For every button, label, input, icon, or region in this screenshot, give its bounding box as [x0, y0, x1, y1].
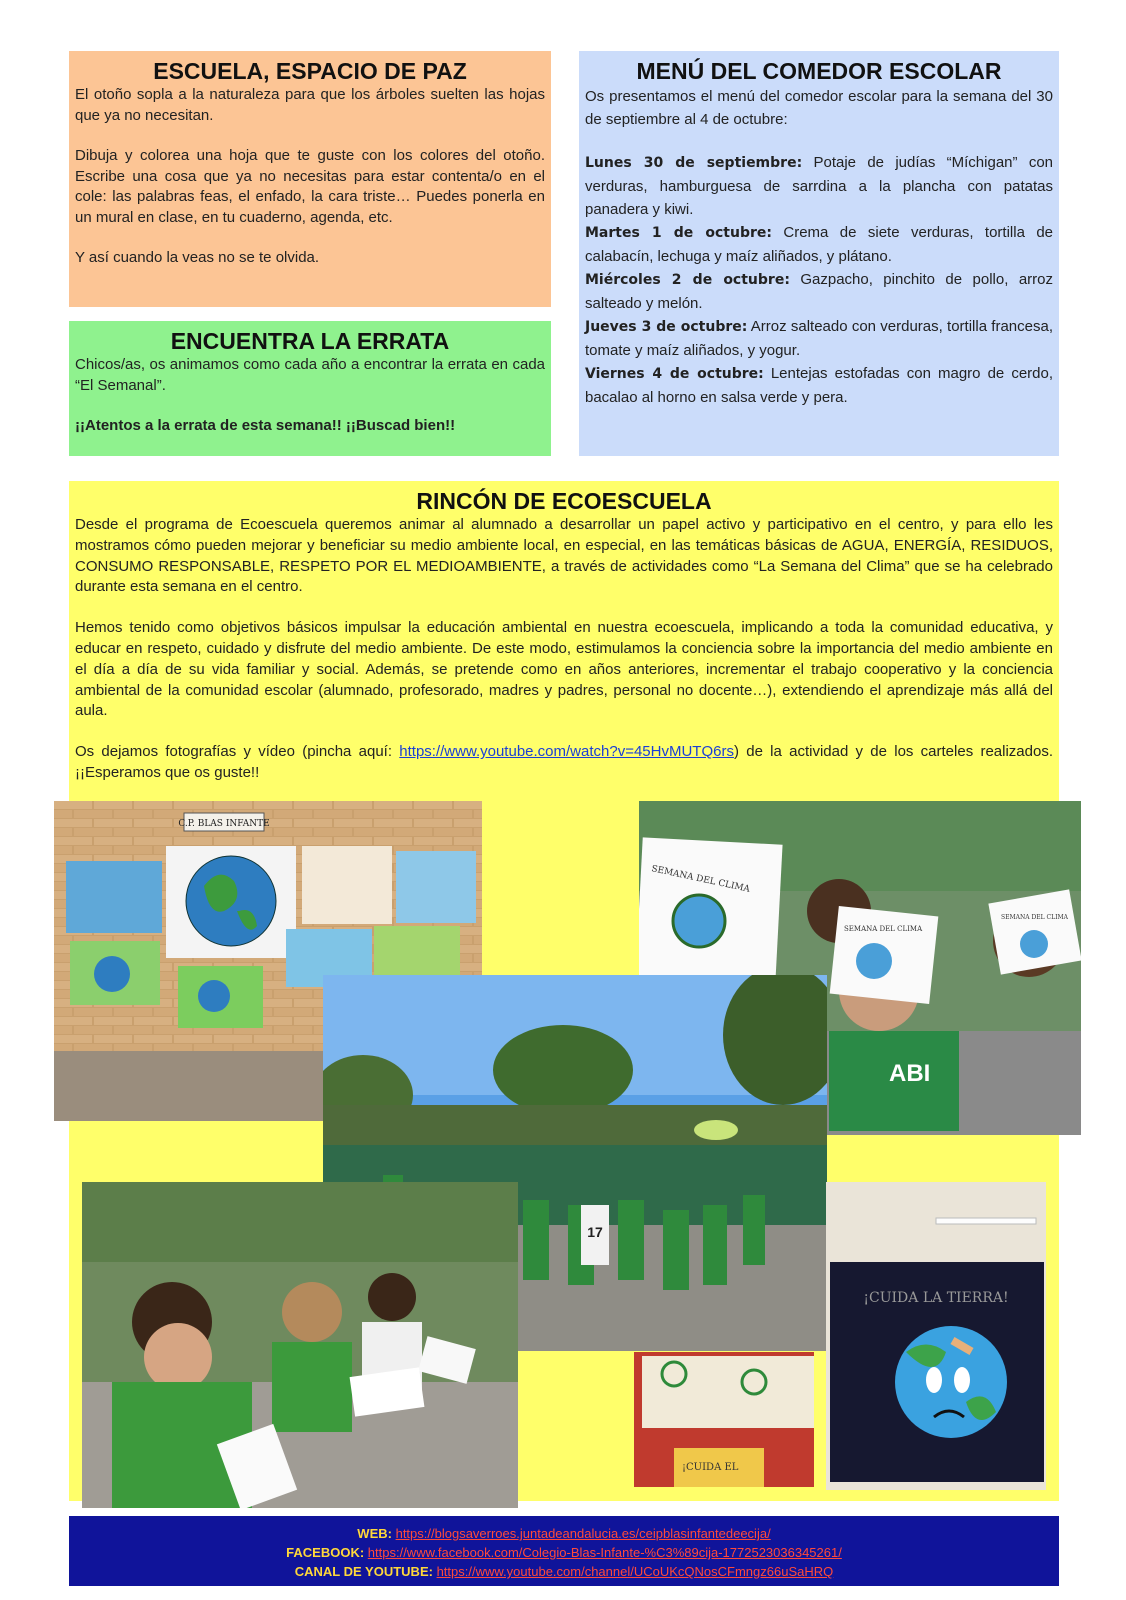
paz-paragraph-1: El otoño sopla a la naturaleza para que los árboles suelten las hojas que ya no necesitan.	[75, 86, 545, 124]
menu-day-dishes: Gazpacho, pinchito de pollo, arroz salteado y melón.	[585, 271, 1053, 312]
menu-day-dishes: Lentejas estofadas con magro de cerdo, bacalao al horno en salsa verde y pera.	[585, 365, 1054, 406]
section-escuela-paz	[69, 51, 551, 307]
errata-paragraph-2: ¡¡Atentos a la errata de esta semana!! ¡¡Buscad bien!!	[75, 417, 456, 434]
youtube-video-link[interactable]: https://www.youtube.com/watch?v=45HvMUTQ6rs	[399, 743, 734, 761]
eco-paragraph-3	[75, 742, 1053, 784]
menu-day-dishes: Potaje de judías “Míchigan” con verduras, hamburguesa de sarrdina a la plancha con patatas panadera y kiwi.	[585, 154, 1053, 218]
footer-facebook-link[interactable]: https://www.facebook.com/Colegio-Blas-Infante-%C3%89cija-1772523036345261/	[367, 1545, 842, 1560]
menu-day	[585, 315, 1053, 362]
footer-youtube-label: CANAL DE YOUTUBE:	[294, 1564, 433, 1579]
photo-earth-poster	[826, 1182, 1046, 1490]
menu-day	[585, 362, 1053, 409]
menu-day-label: Martes 1 de octubre:	[585, 225, 772, 241]
jersey-text: 17	[587, 1224, 603, 1240]
footer-youtube-line	[69, 1562, 1059, 1581]
eco-title: RINCÓN DE ECOESCUELA	[416, 488, 712, 514]
eco-p3-text-end: ) de la actividad y de los carteles realizados. ¡¡Esperamos que os guste!!	[75, 743, 1053, 781]
menu-day-label: Lunes 30 de septiembre:	[585, 155, 803, 171]
mural-sign-text: C.P. BLAS INFANTE	[178, 819, 270, 829]
footer-web-link[interactable]: https://blogsaverroes.juntadeandalucia.es/ceipblasinfantedeecija/	[395, 1526, 771, 1541]
footer-web-label: WEB:	[357, 1526, 392, 1541]
errata-title: ENCUENTRA LA ERRATA	[170, 328, 450, 354]
menu-day-label: Viernes 4 de octubre:	[585, 366, 764, 382]
menu-intro: Os presentamos el menú del comedor escolar para la semana del 30 de septiembre al 4 de octubre:	[585, 88, 1053, 128]
eco-paragraph-1: Desde el programa de Ecoescuela queremos animar al alumnado a desarrollar un papel activo y participativo en el centro, y para ello les mostramos cómo pueden mejorar y beneficiar su medio ambiente local, en especial, en las temáticas básicas de AGUA, ENERGÍA, RESIDUOS, CONSUMO RESPONSABLE, RESPETO POR EL MEDIOAMBIENTE, a través de actividades como “La Semana del Clima” que se ha celebrado durante esta semana en el centro.	[75, 516, 1053, 596]
photo-children-reading	[82, 1182, 518, 1508]
eco-paragraph-2: Hemos tenido como objetivos básicos impulsar la educación ambiental en nuestra ecoescuela, implicando a toda la comunidad educativa, y educar en respeto, cuidado y disfrute del medio ambiente. De este modo, estimulamos la conciencia sobre la importancia del medio ambiente en el día a día de su vida familiar y social. Además, se pretende como en años anteriores, incrementar el trabajo cooperativo y la conciencia ambiental de la comunidad escolar (alumnado, profesorado, madres y padres, personal no docente…), extendiendo el aprendizaje más allá del aula.	[75, 619, 1053, 720]
footer-facebook-line	[69, 1543, 1059, 1562]
eco-p3-text: Os dejamos fotografías y vídeo (pincha aquí:	[75, 743, 400, 761]
poster-3-text: SEMANA DEL CLIMA	[1001, 914, 1068, 921]
errata-paragraph-1: Chicos/as, os animamos como cada año a encontrar la errata en cada “El Semanal”.	[75, 356, 545, 394]
section-menu-comedor	[579, 51, 1059, 456]
footer-facebook-label: FACEBOOK:	[286, 1545, 365, 1560]
blackboard-text: ¡CUIDA LA TIERRA!	[863, 1290, 1009, 1306]
footer-youtube-link[interactable]: https://www.youtube.com/channel/UCoUKcQNosCFmngz66uSaHRQ	[436, 1564, 834, 1579]
paz-paragraph-3: Y así cuando la veas no se te olvida.	[75, 249, 320, 266]
menu-title: MENÚ DEL COMEDOR ESCOLAR	[636, 58, 1002, 84]
section-errata	[69, 321, 551, 456]
menu-day	[585, 268, 1053, 315]
menu-day-dishes: Arroz salteado con verduras, tortilla francesa, tomate y maíz aliñados, y yogur.	[585, 318, 1053, 359]
poster-1-text: SEMANA DEL CLIMA	[650, 864, 751, 895]
paz-title: ESCUELA, ESPACIO DE PAZ	[153, 58, 467, 84]
photo-recycling-signs	[634, 1352, 814, 1487]
menu-day-label: Jueves 3 de octubre:	[585, 319, 748, 335]
menu-day-label: Miércoles 2 de octubre:	[585, 272, 790, 288]
menu-day	[585, 151, 1053, 221]
menu-day	[585, 221, 1053, 268]
paz-paragraph-2: Dibuja y colorea una hoja que te guste con los colores del otoño. Escribe una cosa que ya no necesitas para estar contenta/o en el cole: las palabras feas, el enfado, la cara triste… Puedes ponerla en un mural en clase, en tu cuaderno, agenda, etc.	[75, 147, 545, 226]
sign-bottom-text: ¡CUIDA EL	[682, 1462, 739, 1473]
footer	[69, 1516, 1059, 1586]
footer-web-line	[69, 1524, 1059, 1543]
poster-2-text: SEMANA DEL CLIMA	[844, 925, 923, 933]
shirt-text: ABI	[889, 1060, 931, 1087]
menu-day-dishes: Crema de siete verduras, tortilla de calabacín, lechuga y maíz aliñados, y plátano.	[585, 224, 1053, 265]
